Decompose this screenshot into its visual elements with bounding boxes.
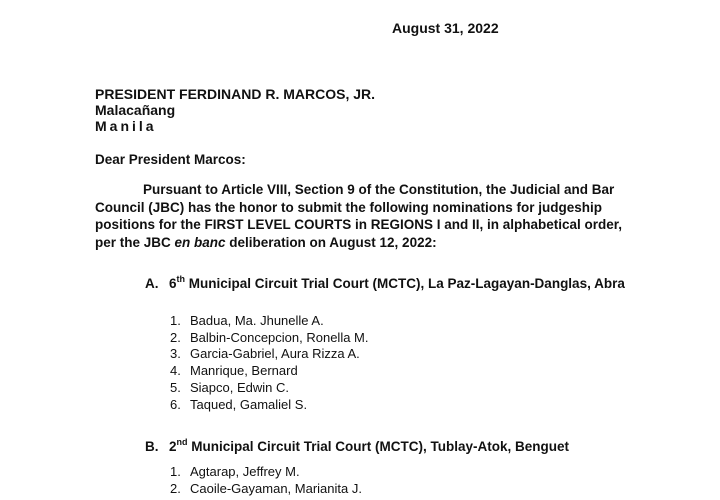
nominee-name: Agtarap, Jeffrey M. [190,464,300,479]
ordinal-suffix: nd [176,437,188,447]
letter-date: August 31, 2022 [392,20,499,36]
list-number: 5. [170,379,181,395]
list-number: 4. [170,363,181,379]
nominee-name: Manrique, Bernard [190,363,298,379]
body-line-with-en-banc [95,234,675,252]
nominee-list-b [170,464,362,497]
court-name: Municipal Circuit Trial Court (MCTC), La Paz-Lagayan-Danglas, Abra [188,276,625,291]
ordinal-suffix: th [176,274,186,284]
salutation: Dear President Marcos: [95,152,246,167]
list-item [170,363,368,380]
nominee-name: Siapco, Edwin C. [190,379,289,395]
list-number: 6. [170,396,181,412]
addressee-office: Malacañang [95,102,176,118]
court-name: Municipal Circuit Trial Court (MCTC), Tublay-Atok, Benguet [191,439,570,454]
nominee-name: Badua, Ma. Jhunelle A. [190,313,324,328]
nominee-name: Balbin-Concepcion, Ronella M. [190,329,369,345]
section-a-heading [145,276,625,291]
ordinal-number: 2 [169,439,177,454]
list-number: 1. [170,464,181,479]
list-item [170,313,368,330]
nominee-name: Garcia-Gabriel, Aura Rizza A. [190,346,360,362]
list-item [170,346,368,363]
list-number: 1. [170,313,181,328]
addressee-name: PRESIDENT FERDINAND R. MARCOS, JR. [95,86,376,102]
list-number: 2. [170,329,181,345]
nominee-list-a [170,313,368,413]
body-line: Pursuant to Article VIII, Section 9 of the Constitution, the Judicial and Bar [143,182,615,197]
addressee-city: Manila [95,118,157,134]
nominee-name: Taqued, Gamaliel S. [190,396,308,412]
list-number: 3. [170,346,181,362]
body-line-part: per the JBC [95,234,175,250]
body-line-part: deliberation on August 12, 2022: [225,234,437,250]
list-number: 2. [170,480,181,496]
list-item [170,481,362,498]
en-banc-italic: en banc [174,234,226,250]
nominee-name: Caoile-Gayaman, Marianita J. [190,480,362,496]
list-item [170,464,362,481]
list-item [170,380,368,397]
list-item [170,397,368,414]
section-letter: A. [145,276,159,291]
ordinal-number: 6 [169,276,177,291]
list-item [170,330,368,347]
section-letter: B. [145,439,159,454]
body-paragraph [95,181,675,251]
body-line: Council (JBC) has the honor to submit the following nominations for judgeship [95,199,602,215]
section-b-heading [145,439,569,454]
body-line: positions for the FIRST LEVEL COURTS in REGIONS I and II, in alphabetical order, [95,217,623,232]
